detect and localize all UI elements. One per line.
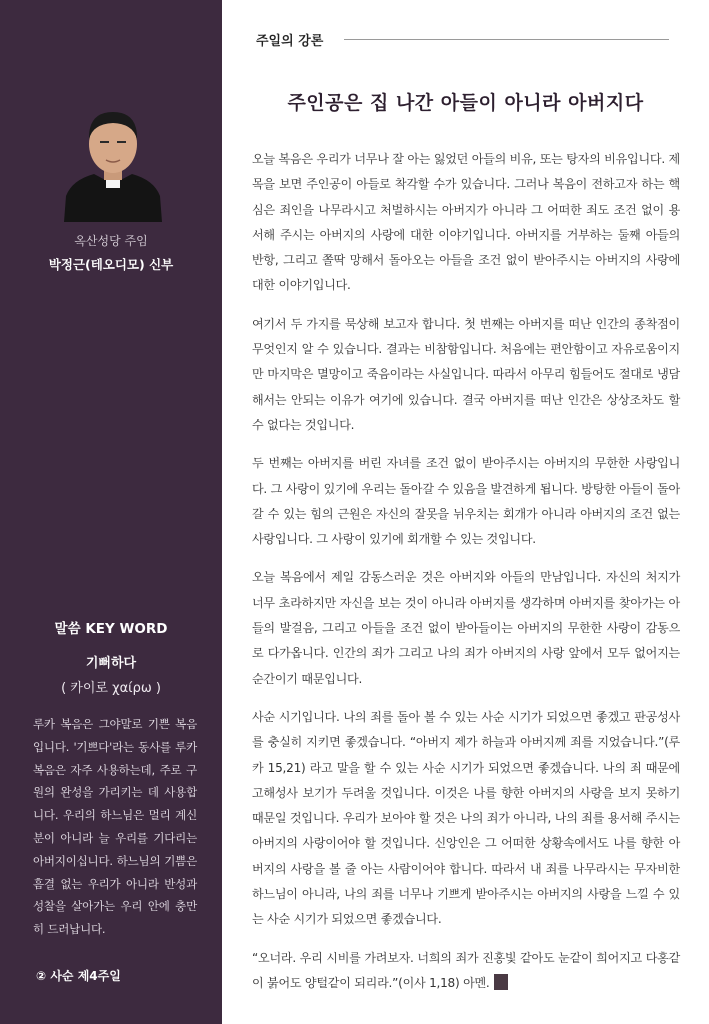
keyword-body: 루카 복음은 그야말로 기쁜 복음입니다. '기쁘다'라는 동사를 루카복음은 자주 사용하는데, 주로 구원의 완성을 가리키는 데 사용합니다. 우리의 하느님은 멀리 계신 분이 아니라 늘 우리를 기다리는 아버지이십니다. 하느님의 기쁨은 흠결 없는 우리가 아니라 반성과 성찰을 살아가는 우리 안에 충만히 드러납니다. <box>33 717 197 937</box>
article-title: 주인공은 집 나간 아들이 아니라 아버지다 <box>287 92 644 114</box>
article-body <box>252 147 680 1009</box>
paragraph: 오늘 복음은 우리가 너무나 잘 아는 잃었던 아들의 비유, 또는 탕자의 비유입니다. 제목을 보면 주인공이 아들로 착각할 수가 있습니다. 그러나 복음이 전하고자 하는 핵심은 죄인을 나무라시고 처벌하시는 아버지가 아니라 그 어떠한 죄도 조건 없이 용서해 주시는 아버지의 사랑에 대한 이야기입니다. 아버지를 거부하는 둘째 아들의 반항, 그리고 쫄딱 망해서 돌아오는 아들을 조건 없이 받아주시는 아버지의 사랑에 대한 이야기입니다. <box>252 152 680 293</box>
seal-stamp-icon <box>494 974 508 990</box>
author-photo <box>64 104 162 222</box>
sidebar <box>0 0 222 1024</box>
paragraph: 두 번째는 아버지를 버린 자녀를 조건 없이 받아주시는 아버지의 무한한 사랑입니다. 그 사랑이 있기에 우리는 돌아갈 수 있음을 발견하게 됩니다. 방탕한 아들이 돌아갈 수 있는 힘의 근원은 자신의 잘못을 뉘우치는 회개가 아니라 아버지의 조건 없는 사랑입니다. 그 사랑이 있기에 회개할 수 있는 것입니다. <box>252 456 680 547</box>
section-divider <box>344 39 669 40</box>
author-name: 박정근(테오디모) 신부 <box>48 257 174 272</box>
keyword-title: 말씀 KEY WORD <box>54 621 168 637</box>
paragraph-text: “오너라. 우리 시비를 가려보자. 너희의 죄가 진홍빛 같아도 눈같이 희어지고 다홍같이 붉어도 양털같이 되리라.”(이사 1,18) 아멘. <box>252 950 680 990</box>
paragraph-last <box>252 946 680 997</box>
keyword-original: ( 카이로 χαίρω ) <box>61 681 161 696</box>
paragraph: 여기서 두 가지를 묵상해 보고자 합니다. 첫 번째는 아버지를 떠난 인간의 종착점이 무엇인지 알 수 있습니다. 결과는 비참함입니다. 처음에는 편안함이고 자유로움이지만 마지막은 멸망이고 죽음이라는 사실입니다. 따라서 아무리 힘들어도 절대로 냉담해서는 안되는 이유가 여기에 있습니다. 결국 아버지를 떠난 인간은 상상조차도 할 수 없다는 것입니다. <box>252 316 680 432</box>
paragraph: 사순 시기입니다. 나의 죄를 돌아 볼 수 있는 사순 시기가 되었으면 좋겠고 판공성사를 충실히 지키면 좋겠습니다. “아버지 제가 하늘과 아버지께 죄를 지었습니다.”(루카 15,21) 라고 말을 할 수 있는 사순 시기가 되었으면 좋겠습니다. 나의 죄 때문에 고해성사 보기가 두려울 것입니다. 이것은 나를 향한 아버지의 사랑을 보지 못하기 때문일 것입니다. 우리가 보아야 할 것은 나의 죄가 아니라, 나의 죄를 용서해 주시는 아버지의 사랑이어야 할 것입니다. 신앙인은 그 어떠한 상황속에서도 나를 향한 아버지의 사랑을 볼 줄 아는 사람이어야 합니다. 따라서 내 죄를 나무라시는 무자비한 하느님이 아니라, 나의 죄를 너무나 기쁘게 받아주시는 아버지의 사랑을 느낄 수 있는 사순 시기가 되었으면 좋겠습니다. <box>252 709 680 927</box>
page-footer: ② 사순 제4주일 <box>36 969 121 983</box>
author-church: 옥산성당 주임 <box>74 234 148 248</box>
paragraph: 오늘 복음에서 제일 감동스러운 것은 아버지와 아들의 만남입니다. 자신의 처지가 너무 초라하지만 자신을 보는 것이 아니라 아버지를 생각하며 아버지를 찾아가는 아들의 발걸음, 그리고 아들을 조건 없이 받아들이는 아버지의 무한한 사랑이 감동으로 다가옵니다. 인간의 죄가 그리고 나의 죄가 아버지의 사랑 앞에서 모두 없어지는 순간이기 때문입니다. <box>252 570 680 686</box>
keyword-word: 기뻐하다 <box>85 656 137 671</box>
section-label: 주일의 강론 <box>256 34 324 49</box>
